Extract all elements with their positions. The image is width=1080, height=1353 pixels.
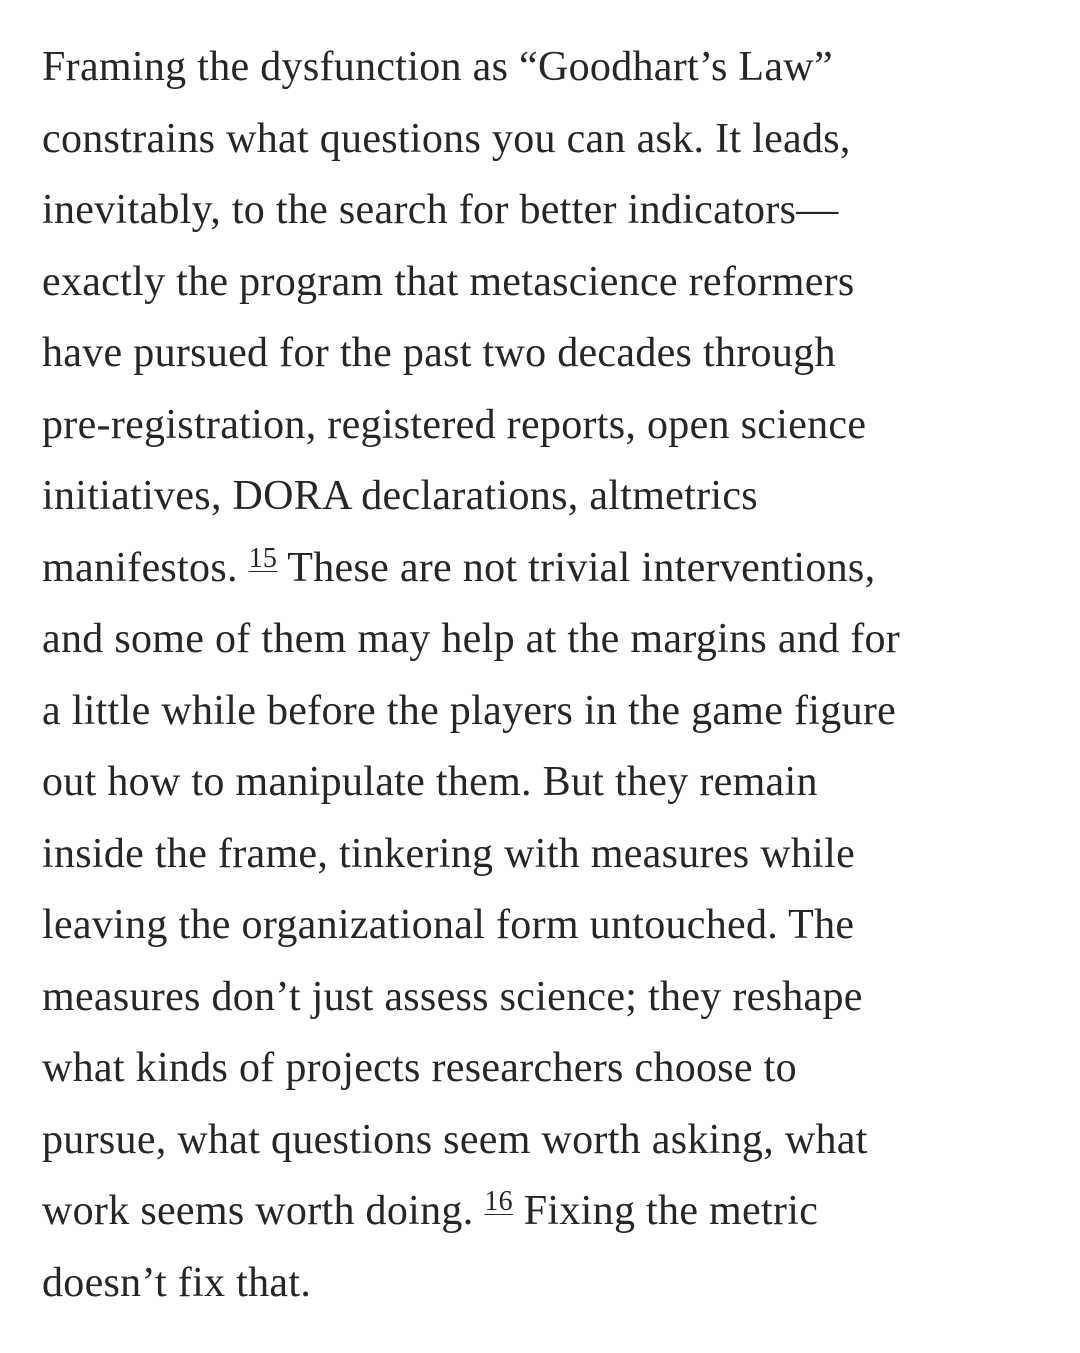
text-line: inside the frame, tinkering with measures while: [42, 831, 856, 877]
text-line: pursue, what questions seem worth asking, what: [42, 1117, 868, 1163]
text-segment: These are not trivial interventions,: [287, 545, 876, 591]
footnote-link-15[interactable]: 15: [248, 543, 278, 574]
text-line: out how to manipulate them. But they remain: [42, 759, 818, 805]
text-line: have pursued for the past two decades through: [42, 330, 836, 376]
text-line-with-footnote: [42, 1175, 818, 1247]
text-segment: work seems worth doing.: [42, 1188, 474, 1234]
text-line: and some of them may help at the margins and for: [42, 616, 901, 662]
text-line: initiatives, DORA declarations, altmetrics: [42, 473, 758, 519]
text-line: a little while before the players in the game figure: [42, 688, 897, 734]
text-line: exactly the program that metascience reformers: [42, 259, 855, 305]
text-segment: Fixing the metric: [523, 1188, 819, 1234]
text-line: pre-registration, registered reports, open science: [42, 402, 867, 448]
text-segment: manifestos.: [42, 545, 238, 591]
text-line: inevitably, to the search for better indicators—: [42, 187, 839, 233]
footnote-link-16[interactable]: 16: [484, 1186, 513, 1217]
text-line-with-footnote: [42, 532, 875, 604]
text-line: measures don’t just assess science; they reshape: [42, 974, 863, 1020]
text-line: constrains what questions you can ask. It leads,: [42, 116, 851, 162]
text-line: leaving the organizational form untouched. The: [42, 902, 855, 948]
text-line: what kinds of projects researchers choose to: [42, 1045, 797, 1091]
text-line: doesn’t fix that.: [42, 1260, 312, 1306]
text-line: Framing the dysfunction as “Goodhart’s Law”: [42, 44, 833, 90]
